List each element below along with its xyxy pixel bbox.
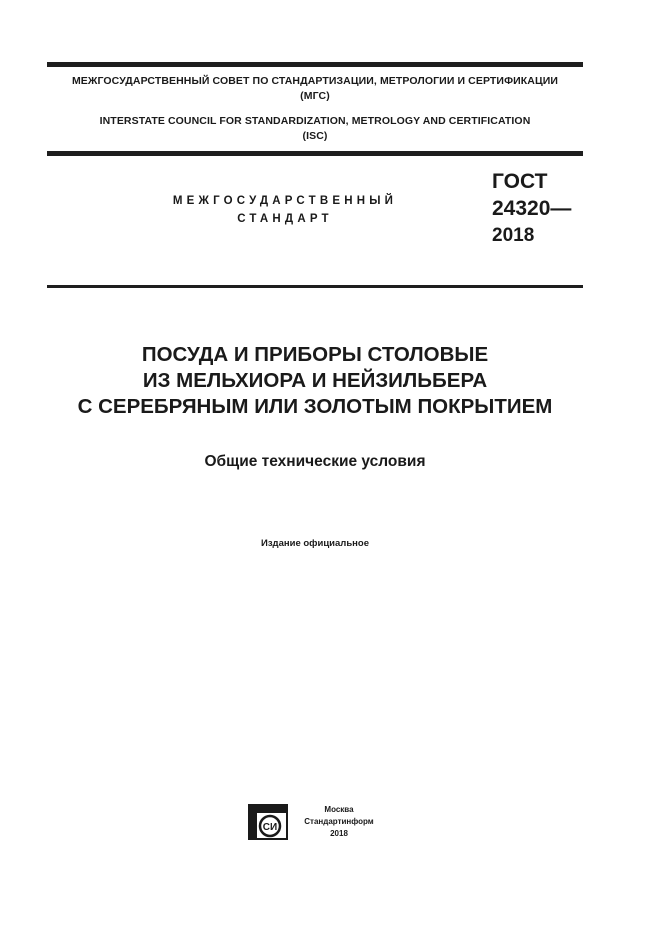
bottom-rule (47, 285, 583, 288)
council-name-ru (47, 74, 583, 104)
top-rule (47, 62, 583, 67)
standard-type-line1: МЕЖГОСУДАРСТВЕННЫЙ (172, 195, 398, 207)
council-name-en (47, 114, 583, 144)
document-title-line3: С СЕРЕБРЯНЫМ ИЛИ ЗОЛОТЫМ ПОКРЫТИЕМ (77, 395, 553, 418)
gost-designation (492, 168, 571, 249)
standard-type-label (150, 192, 420, 228)
document-title-line1: ПОСУДА И ПРИБОРЫ СТОЛОВЫЕ (141, 343, 489, 366)
gost-prefix: ГОСТ (492, 170, 548, 193)
publisher-city: Москва (324, 805, 354, 814)
publisher-name: Стандартинформ (304, 817, 374, 826)
logo-mark-text: СИ (262, 822, 278, 833)
middle-rule (47, 151, 583, 156)
document-subtitle: Общие технические условия (204, 453, 426, 470)
council-name-ru-text: МЕЖГОСУДАРСТВЕННЫЙ СОВЕТ ПО СТАНДАРТИЗАЦИИ, МЕТРОЛОГИИ И СЕРТИФИКАЦИИ (71, 75, 559, 87)
document-title-line2: ИЗ МЕЛЬХИОРА И НЕЙЗИЛЬБЕРА (142, 369, 488, 392)
council-name-en-text: INTERSTATE COUNCIL FOR STANDARDIZATION, METROLOGY AND CERTIFICATION (99, 115, 531, 127)
edition-note: Издание официальное (261, 538, 369, 549)
publisher-year: 2018 (330, 829, 348, 838)
standard-type-line2: СТАНДАРТ (237, 213, 333, 225)
document-title (47, 342, 583, 420)
standartinform-logo-icon (248, 804, 290, 840)
gost-year: 2018 (492, 225, 535, 246)
publisher-block (294, 804, 384, 840)
council-abbr-ru: (МГС) (300, 90, 330, 102)
gost-number: 24320— (492, 197, 572, 220)
council-abbr-en: (ISC) (302, 130, 328, 142)
